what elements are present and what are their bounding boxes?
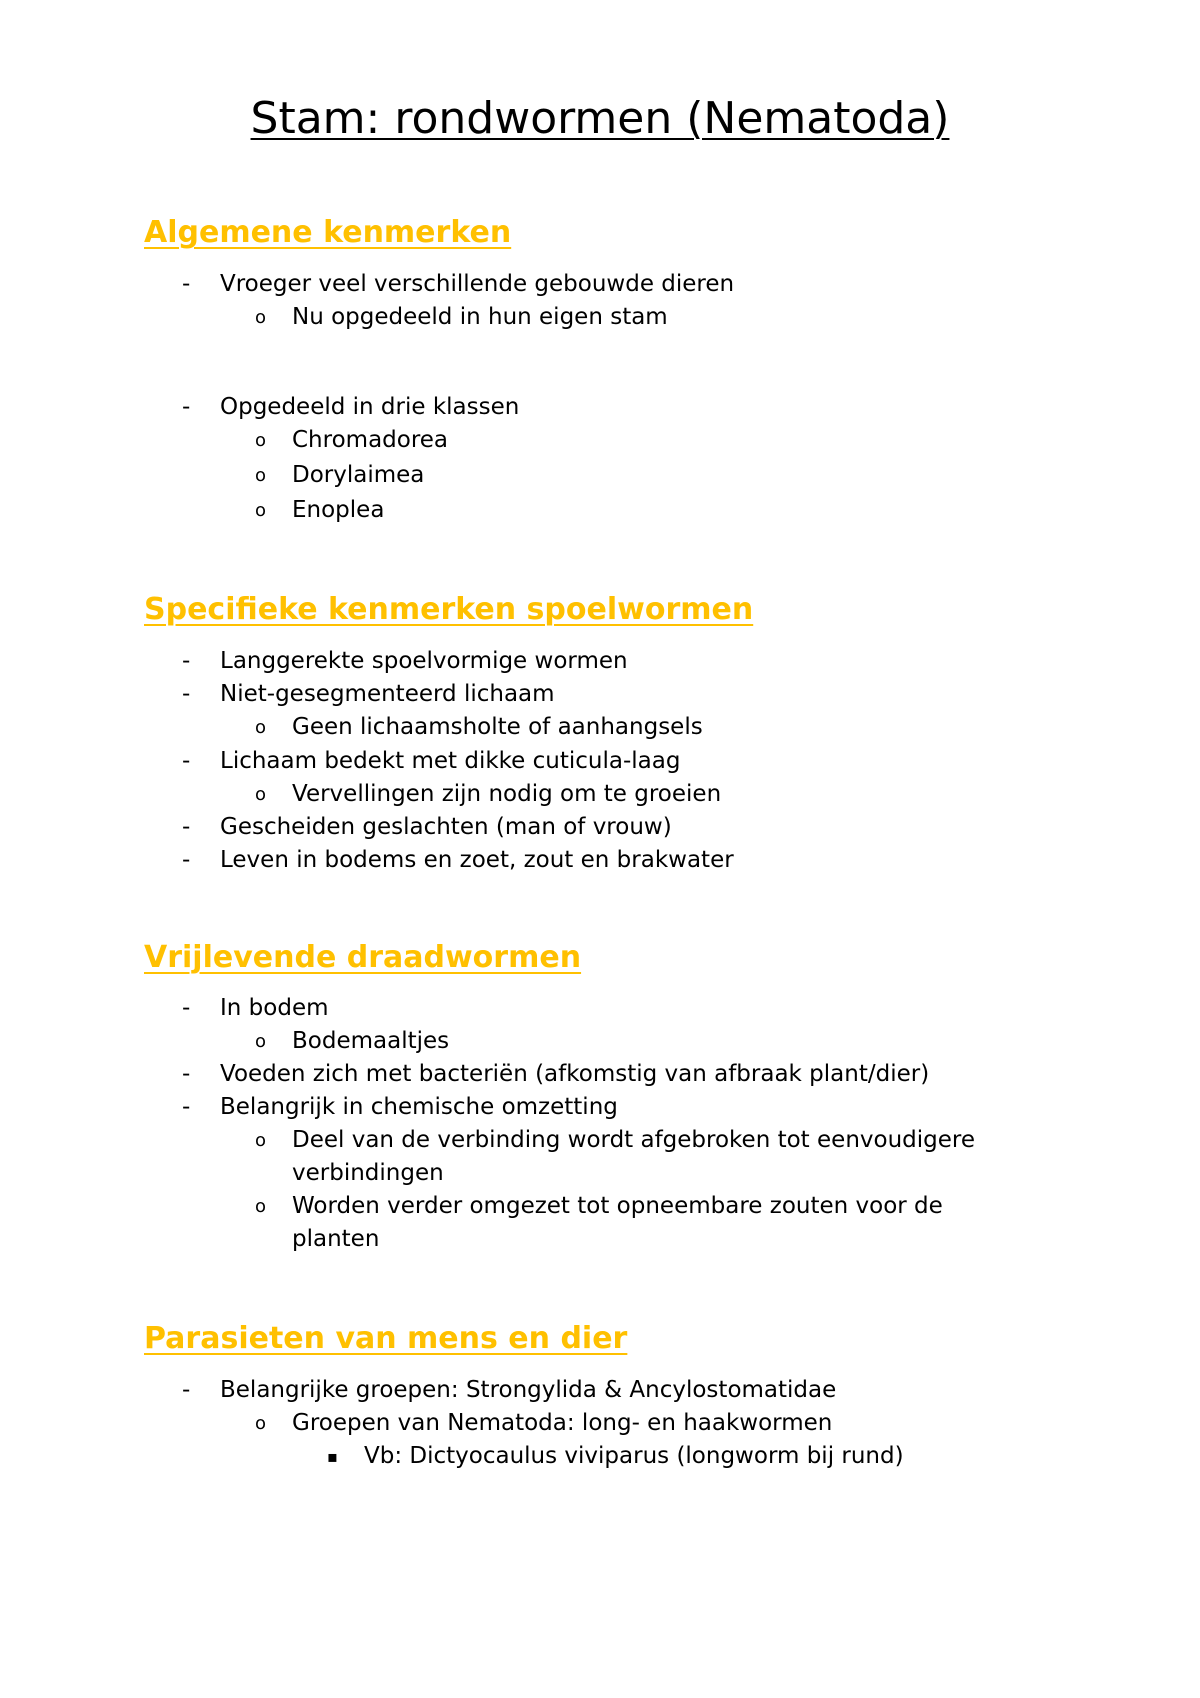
- square-bullet: ▪: [327, 1447, 338, 1466]
- circle-bullet: o: [255, 1130, 267, 1151]
- dash-bullet: -: [182, 271, 191, 297]
- dash-bullet: -: [182, 681, 191, 707]
- circle-bullet: o: [255, 500, 267, 521]
- circle-bullet: o: [255, 465, 267, 486]
- dash-bullet: -: [182, 1377, 191, 1403]
- circle-bullet: o: [255, 1031, 267, 1052]
- dash-bullet: -: [182, 814, 191, 840]
- circle-bullet: o: [255, 307, 267, 328]
- circle-bullet: o: [255, 1413, 267, 1434]
- dash-bullet: -: [182, 995, 191, 1021]
- section-heading-vrijlevende-draadwormen: Vrijlevende draadwormen: [144, 940, 582, 975]
- circle-bullet: o: [255, 717, 267, 738]
- dash-bullet: -: [182, 394, 191, 420]
- section-heading-parasieten: Parasieten van mens en dier: [144, 1321, 628, 1356]
- dash-bullet: -: [182, 847, 191, 873]
- page-title: Stam: rondwormen (Nematoda): [250, 93, 950, 144]
- dash-bullet: -: [182, 1094, 191, 1120]
- section-heading-algemene-kenmerken: Algemene kenmerken: [144, 215, 512, 250]
- circle-bullet: o: [255, 1196, 267, 1217]
- dash-bullet: -: [182, 1061, 191, 1087]
- section-heading-specifieke-kenmerken: Specifieke kenmerken spoelwormen: [144, 592, 754, 627]
- dash-bullet: -: [182, 748, 191, 774]
- document-page: Stam: rondwormen (Nematoda) Algemene kenmerken - Vroeger veel verschillende gebouwde dieren o Nu opgedeeld in hun eigen stam - Opgedeeld in drie klassen o Chromadorea o Dorylaimea o Enoplea Specifieke kenmerken spoelwormen - Langgerekte spoelvormige wormen - Niet-gesegmenteerd lichaam o Geen lichaamsholte of aanhangsels - Lichaam bedekt met dikke cuticula-laag o Vervellingen zijn nodig om te groeien - Gescheiden geslachten (man of vrouw) - Leven in bodems en zoet, zout en brakwater Vrijlevende draadwormen - In bodem o Bodemaaltjes - Voeden zich met bacteriën (afkomstig van afbraak plant/dier) - Belangrijk in chemische omzetting o Deel van de verbinding wordt afgebroken tot eenvoudigere verbindingen o Worden verder omgezet tot opneembare zouten voor de planten Parasieten van mens en dier - Belangrijke groepen: Strongylida & Ancylostomatidae o Groepen van Nematoda: long- en haakwormen ▪ Vb: Dictyocaulus viviparus (longworm bij rund): [0, 0, 1200, 1698]
- circle-bullet: o: [255, 784, 267, 805]
- circle-bullet: o: [255, 430, 267, 451]
- dash-bullet: -: [182, 648, 191, 674]
